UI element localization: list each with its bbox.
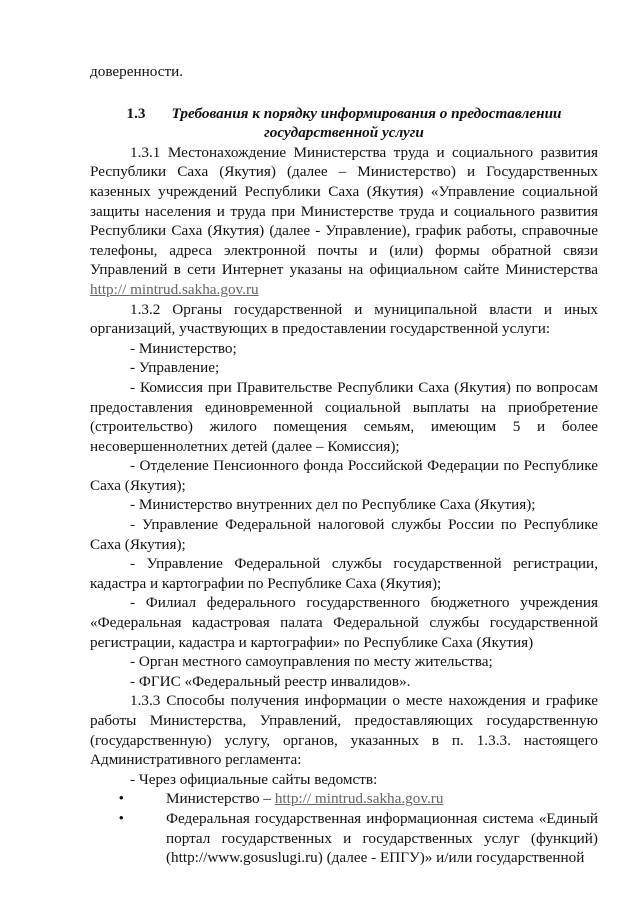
paragraph-1-3-1-text: 1.3.1 Местонахождение Министерства труда и социального развития Республики Саха (Якутия) (далее – Министерство) и Государственных казенных учреждений Республики Саха (Якутия) «Управление социальной защиты населения и труда при Министерстве труда и социального развития Республики Саха (Якутия) (далее - Управление), график работы, справочные телефоны, адреса электронной почты и (или) формы обратной связи Управлений в сети Интернет указаны на официальном сайте Министерства [90,143,598,279]
list-item-disability-registry: - ФГИС «Федеральный реестр инвалидов». [130,672,411,690]
paragraph-1-3-1 [90,143,598,300]
via-official-sites: - Через официальные сайты ведомств: [130,770,378,788]
ministry-site-link[interactable]: http:// mintrud.sakha.gov.ru [90,280,259,298]
ministry-site-link-2[interactable]: http:// mintrud.sakha.gov.ru [274,790,444,808]
bullet-icon: • [118,809,124,827]
list-item-cadastral-chamber: - Филиал федерального государственного бюджетного учреждения «Федеральная кадастровая палата Федеральной службы государственной регистрации, кадастра и картографии» по Республике Саха (Якутия) [90,594,598,651]
list-item-registration-service: - Управление Федеральной службы государственной регистрации, кадастра и картографии по Республике Саха (Якутия); [90,555,598,592]
bullet-item-epgu [90,809,598,868]
bullet-item-ministry-site [90,789,598,809]
paragraph-1-3-2: 1.3.2 Органы государственной и муниципальной власти и иных организаций, участвующих в предоставлении государственной услуги: [90,300,598,338]
section-title: Требования к порядку информирования о предоставлении государственной услуги [171,104,562,142]
list-item-interior-ministry: - Министерство внутренних дел по Республике Саха (Якутия); [130,496,536,514]
bullet-icon: • [118,790,124,808]
bullet-text [166,789,598,809]
bullet-epgu-text: Федеральная государственная информационная система «Единый портал государственных и государственных услуг (функций) (http://www.gosuslugi.ru) (далее - ЕПГУ)» и/или государственной [166,809,598,867]
section-heading [90,104,598,143]
list-item-department: - Управление; [130,359,220,377]
list-item-pension-fund: - Отделение Пенсионного фонда Российской Федерации по Республике Саха (Якутия); [90,457,598,494]
list-item-local-government: - Орган местного самоуправления по месту жительства; [130,653,493,671]
document-page [90,62,598,868]
section-number: 1.3 [126,104,146,122]
bullet-ministry-label: Министерство – [166,790,275,808]
list-item-ministry: - Министерство; [130,339,237,357]
list-item-tax-service: - Управление Федеральной налоговой службы России по Республике Саха (Якутия); [90,516,598,553]
line-top: доверенности. [90,63,184,80]
list-item-commission: - Комиссия при Правительстве Республики Саха (Якутия) по вопросам предоставления единовременной социальной выплаты на приобретение (строительство) жилого помещения семьям, имеющим 5 и более несовершеннолетних детей (далее – Комиссия); [90,378,598,455]
paragraph-1-3-3: 1.3.3 Способы получения информации о месте нахождения и графике работы Министерства, Управлений, предоставляющих государственную (государственную) услугу, органов, указанных в п. 1.3.3. настоящего Административного регламента: [90,692,598,769]
